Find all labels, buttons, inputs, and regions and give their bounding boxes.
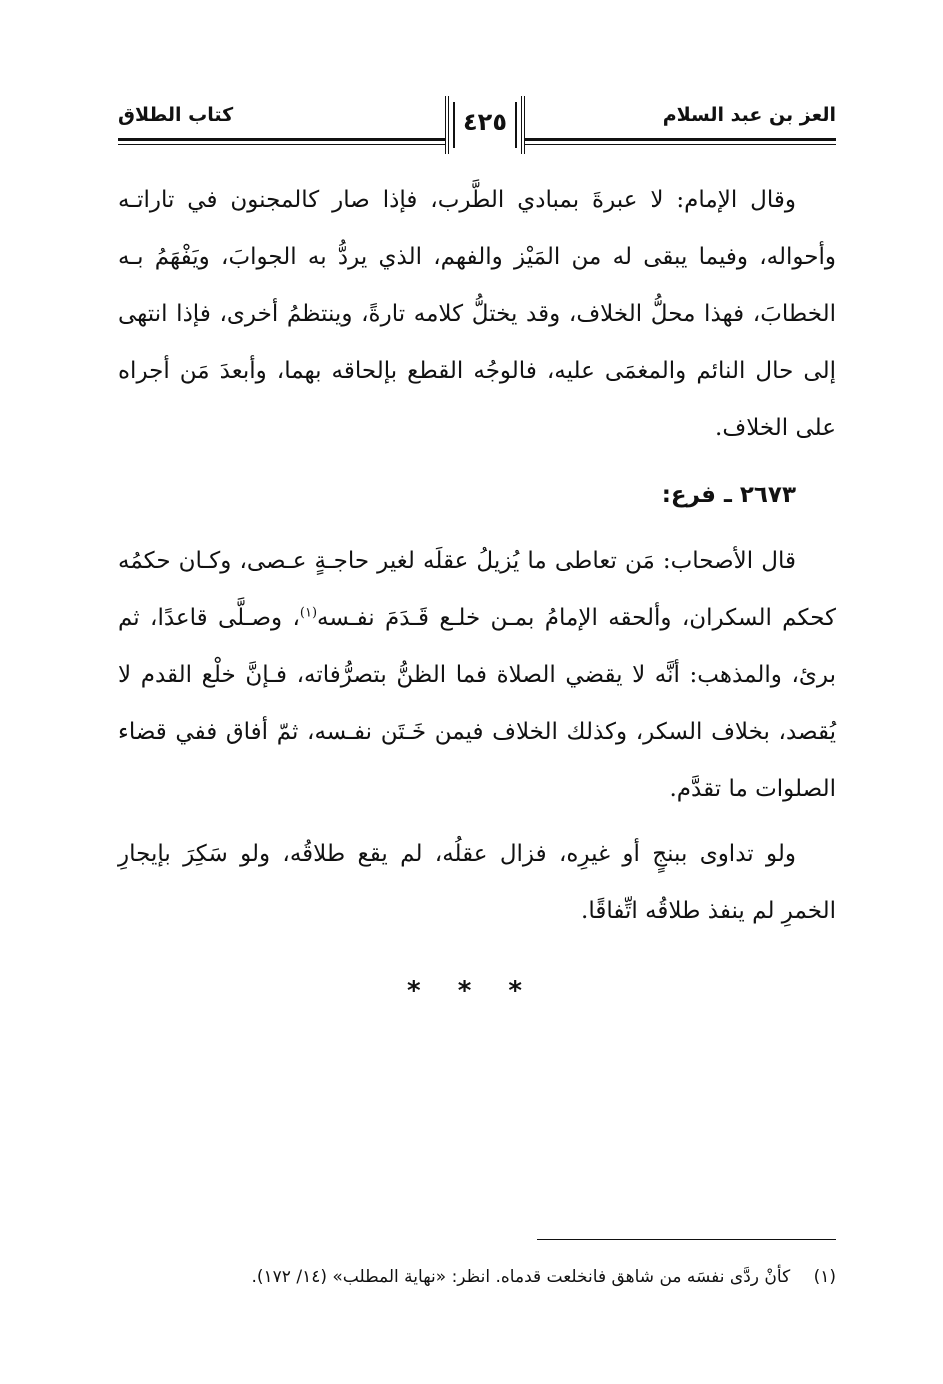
footnote-number: (١) <box>813 1267 836 1287</box>
page-number-frame <box>445 96 525 154</box>
paragraph-2-text-a: قال الأصحاب: مَن تعاطى ما يُزيلُ عقلَه لغير حاجـةٍ عـصى، وكـان حكمُه كحكم السكران، وألحقه الإمامُ بمـن خلـع قَـدَمَ نفـسه <box>118 548 836 631</box>
paragraph-2 <box>118 533 836 818</box>
section-heading: ٢٦٧٣ ـ فرع: <box>661 482 796 508</box>
section-separator: * * * <box>407 976 536 1006</box>
paragraph-1: وقال الإمام: لا عبرةَ بمبادي الطَّرب، فإذا صار كالمجنون في تاراتـه وأحواله، وفيما يبقى له من المَيْز والفهم، الذي يردُّ به الجوابَ، ويَفْهَمُ بـه الخطابَ، فهذا محلُّ الخلاف، وقد يختلُّ كلامه تارةً، وينتظمُ أخرى، فإذا انتهى إلى حال النائم والمغمَى عليه، فالوجُه القطع بإلحاقه بهما، وأبعدَ مَن أجراه على الخلاف. <box>118 187 836 441</box>
footnote-text: كأنْ ردَّى نفسَه من شاهق فانخلعت قدماه. انظر: «نهاية المطلب» (١٤/ ١٧٢). <box>251 1267 791 1287</box>
running-head-author: العز بن عبد السلام <box>662 104 836 126</box>
paragraph-2-text-b: ، وصـلَّى قاعدًا، ثم برئ، والمذهب: أنَّه لا يقضي الصلاة فما الظنُّ بتصرُّفاته، فـإنَّ خلْع القدم لا يُقصد، بخلاف السكر، وكذلك الخلاف فيمن خَـتَن نفـسه، ثمّ أفاق ففي قضاء الصلوات ما تقدَّم. <box>118 605 836 802</box>
page-header <box>118 96 836 156</box>
running-head-book: كتاب الطلاق <box>118 104 234 126</box>
main-text <box>118 172 836 940</box>
footnote-reference: (١) <box>299 605 318 621</box>
paragraph-3: ولو تداوى ببنجٍ أو غيرِه، فزال عقلُه، لم يقع طلاقُه، ولو سَكِرَ بإيجارِ الخمرِ لم ينفذ طلاقُه اتِّفاقًا. <box>118 841 836 924</box>
page-number: ٤٢٥ <box>463 108 507 136</box>
footnote-rule <box>537 1239 836 1240</box>
footnote <box>118 1262 836 1292</box>
